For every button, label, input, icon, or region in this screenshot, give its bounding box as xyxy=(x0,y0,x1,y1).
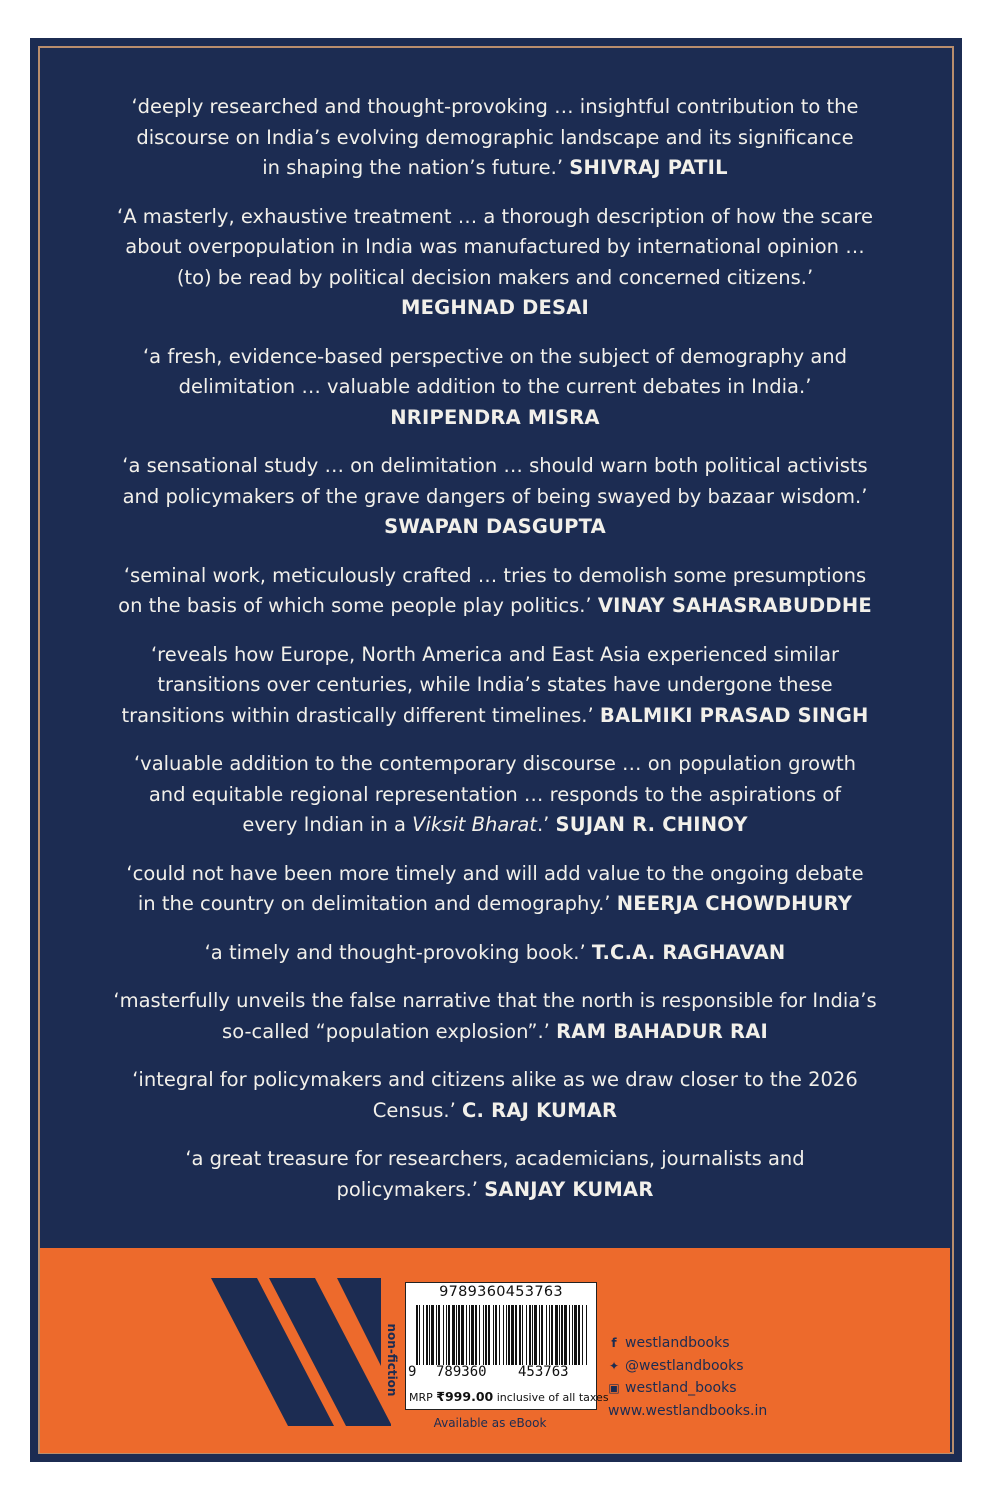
barcode-bar xyxy=(436,1305,437,1365)
barcode-bar xyxy=(569,1305,570,1365)
blurb-line: policymakers.’ xyxy=(336,1177,478,1201)
barcode-bar xyxy=(458,1305,460,1365)
blurb-line: ‘deeply researched and thought-provoking … insightful contribution to the xyxy=(131,95,859,118)
facebook-link[interactable]: f westlandbooks xyxy=(608,1332,767,1355)
blurb-line: transitions within drastically different timelines.’ xyxy=(121,703,594,727)
blurb-line: Census.’ xyxy=(372,1098,456,1122)
isbn-number: 9789360453763 xyxy=(439,1284,563,1300)
barcode-bar xyxy=(529,1305,531,1365)
blurb xyxy=(62,202,928,324)
social-links xyxy=(608,1332,767,1422)
blurb-author: SWAPAN DASGUPTA xyxy=(384,515,606,538)
barcode-bar xyxy=(429,1305,430,1365)
blurb xyxy=(62,749,928,841)
blurb-line: ‘reveals how Europe, North America and East Asia experienced similar xyxy=(150,642,840,666)
blurb-line: about overpopulation in India was manufactured by international opinion … xyxy=(125,235,865,258)
barcode-bar xyxy=(443,1305,444,1365)
blurb-italic-term: Viksit Bharat xyxy=(412,813,537,836)
barcode-bar xyxy=(426,1305,428,1365)
barcode-bar xyxy=(483,1305,484,1365)
blurb xyxy=(62,1065,928,1126)
blurb-author: T.C.A. RAGHAVAN xyxy=(591,940,786,964)
blurb-line: and policymakers of the grave dangers of being swayed by bazaar wisdom.’ xyxy=(122,484,868,508)
blurb-author: BALMIKI PRASAD SINGH xyxy=(599,703,869,727)
barcode-bar xyxy=(485,1305,487,1365)
barcode-bar xyxy=(419,1305,420,1365)
barcode-bar xyxy=(493,1305,494,1365)
ebook-note: Available as eBook xyxy=(433,1416,547,1430)
blurb-line: ‘could not have been more timely and will add value to the ongoing debate xyxy=(126,861,864,885)
blurb-author: MEGHNAD DESAI xyxy=(401,296,589,319)
blurb-author: SANJAY KUMAR xyxy=(484,1177,654,1201)
barcode-bar xyxy=(559,1305,560,1365)
blurb-author: C. RAJ KUMAR xyxy=(462,1098,618,1122)
blurb-line: ‘seminal work, meticulously crafted … tries to demolish some presumptions xyxy=(123,563,867,587)
blurb-line: delimitation … valuable addition to the current debates in India.’ xyxy=(178,375,812,398)
barcode-bar xyxy=(546,1305,547,1365)
barcode-bar xyxy=(488,1305,490,1365)
blurb-line: ‘integral for policymakers and citizens alike as we draw closer to the 2026 xyxy=(132,1068,858,1091)
blurb xyxy=(62,561,928,622)
isbn-digits-left: 789360 xyxy=(436,1364,487,1380)
barcode-bar xyxy=(539,1305,540,1365)
barcode-bar xyxy=(578,1305,580,1365)
barcode-bar xyxy=(475,1305,477,1365)
barcode-bar xyxy=(466,1305,467,1365)
barcode-bar xyxy=(572,1305,573,1365)
barcode-bar xyxy=(499,1305,500,1365)
blurb xyxy=(62,938,928,969)
barcode-bar xyxy=(522,1305,523,1365)
blurb xyxy=(62,640,928,732)
barcode-bar xyxy=(586,1305,587,1365)
blurb-line: (to) be read by political decision makers and concerned citizens.’ xyxy=(176,265,814,289)
barcode-bar xyxy=(519,1305,521,1365)
blurb-line: on the basis of which some people play politics.’ xyxy=(118,594,592,617)
blurb-line: ‘a fresh, evidence-based perspective on the subject of demography and xyxy=(142,344,848,368)
blurbs-section xyxy=(62,92,928,1223)
barcode-bar xyxy=(452,1305,455,1365)
price-value: ₹999.00 xyxy=(436,1389,494,1404)
barcode-bar xyxy=(551,1305,553,1365)
blurb-author: VINAY SAHASRABUDDHE xyxy=(597,594,872,617)
publisher-logo xyxy=(211,1278,391,1426)
barcode-bar xyxy=(574,1305,577,1365)
barcode-bar xyxy=(549,1305,550,1365)
isbn-digit-first: 9 xyxy=(408,1364,417,1380)
blurb-line: ‘a sensational study … on delimitation … should warn both political activists xyxy=(122,454,868,477)
barcode-bar xyxy=(495,1305,497,1365)
barcode-bar xyxy=(511,1305,514,1365)
blurb-line: .’ xyxy=(536,813,550,836)
blurb-line: so-called “population explosion”.’ xyxy=(222,1019,550,1043)
genre-label: non-fiction xyxy=(385,1323,399,1397)
blurb xyxy=(62,986,928,1047)
blurb-line: discourse on India’s evolving demographic landscape and its significance xyxy=(136,125,854,149)
barcode-bar xyxy=(469,1305,470,1365)
barcode-bar xyxy=(515,1305,517,1365)
blurb-line: ‘a timely and thought-provoking book.’ xyxy=(204,940,586,964)
barcode-bar xyxy=(564,1305,567,1365)
blurb-line: transitions over centuries, while India’s states have undergone these xyxy=(157,673,833,696)
blurb-line: every Indian in a xyxy=(242,813,413,836)
barcode-bar xyxy=(416,1305,418,1365)
blurb xyxy=(62,859,928,920)
twitter-icon: ✦ xyxy=(608,1358,620,1373)
isbn-barcode xyxy=(405,1282,609,1410)
barcode-bar xyxy=(448,1305,450,1365)
blurb xyxy=(62,342,928,434)
website-link[interactable]: www.westlandbooks.in xyxy=(608,1402,768,1419)
barcode-bars xyxy=(416,1305,588,1365)
barcode-bar xyxy=(503,1305,504,1365)
blurb-author: NRIPENDRA MISRA xyxy=(390,405,600,429)
blurb xyxy=(62,451,928,543)
instagram-link[interactable]: ▣ westland_books xyxy=(608,1377,767,1400)
barcode-bar xyxy=(555,1305,558,1365)
barcode-bar xyxy=(532,1305,533,1365)
barcode-bar xyxy=(456,1305,457,1365)
blurb-author: RAM BAHADUR RAI xyxy=(556,1019,768,1043)
barcode-bar xyxy=(461,1305,464,1365)
barcode-bar xyxy=(438,1305,440,1365)
blurb-line: and equitable regional representation … responds to the aspirations of xyxy=(148,782,842,806)
barcode-bar xyxy=(431,1305,434,1365)
twitter-link[interactable]: ✦ @westlandbooks xyxy=(608,1355,767,1378)
barcode-bar xyxy=(479,1305,480,1365)
barcode-bar xyxy=(471,1305,474,1365)
blurb-author: NEERJA CHOWDHURY xyxy=(616,892,853,915)
barcode-bar xyxy=(526,1305,527,1365)
blurb-author: SUJAN R. CHINOY xyxy=(555,813,748,836)
blurb-line: ‘a great treasure for researchers, academicians, journalists and xyxy=(185,1147,805,1170)
barcode-bar xyxy=(506,1305,507,1365)
barcode-bar xyxy=(534,1305,537,1365)
facebook-icon: f xyxy=(611,1336,617,1350)
barcode-bar xyxy=(423,1305,424,1365)
barcode-bar xyxy=(446,1305,447,1365)
blurb-line: ‘masterfully unveils the false narrative that the north is responsible for India’s xyxy=(113,989,877,1012)
instagram-icon: ▣ xyxy=(608,1381,620,1395)
blurb-line: in shaping the nation’s future.’ xyxy=(262,156,564,179)
barcode-bar xyxy=(561,1305,563,1365)
blurb xyxy=(62,1144,928,1205)
price-label: MRP ₹999.00 inclusive of all taxes xyxy=(409,1389,609,1404)
blurb-line: in the country on delimitation and demography.’ xyxy=(137,892,611,915)
blurb xyxy=(62,92,928,184)
blurb-line: ‘valuable addition to the contemporary discourse … on population growth xyxy=(133,752,857,775)
blurb-author: SHIVRAJ PATIL xyxy=(569,156,728,179)
blurb-line: ‘A masterly, exhaustive treatment … a thorough description of how the scare xyxy=(117,204,873,228)
barcode-bar xyxy=(541,1305,543,1365)
barcode-bar xyxy=(582,1305,583,1365)
isbn-digits-right: 453763 xyxy=(518,1364,569,1380)
barcode-bar xyxy=(508,1305,510,1365)
